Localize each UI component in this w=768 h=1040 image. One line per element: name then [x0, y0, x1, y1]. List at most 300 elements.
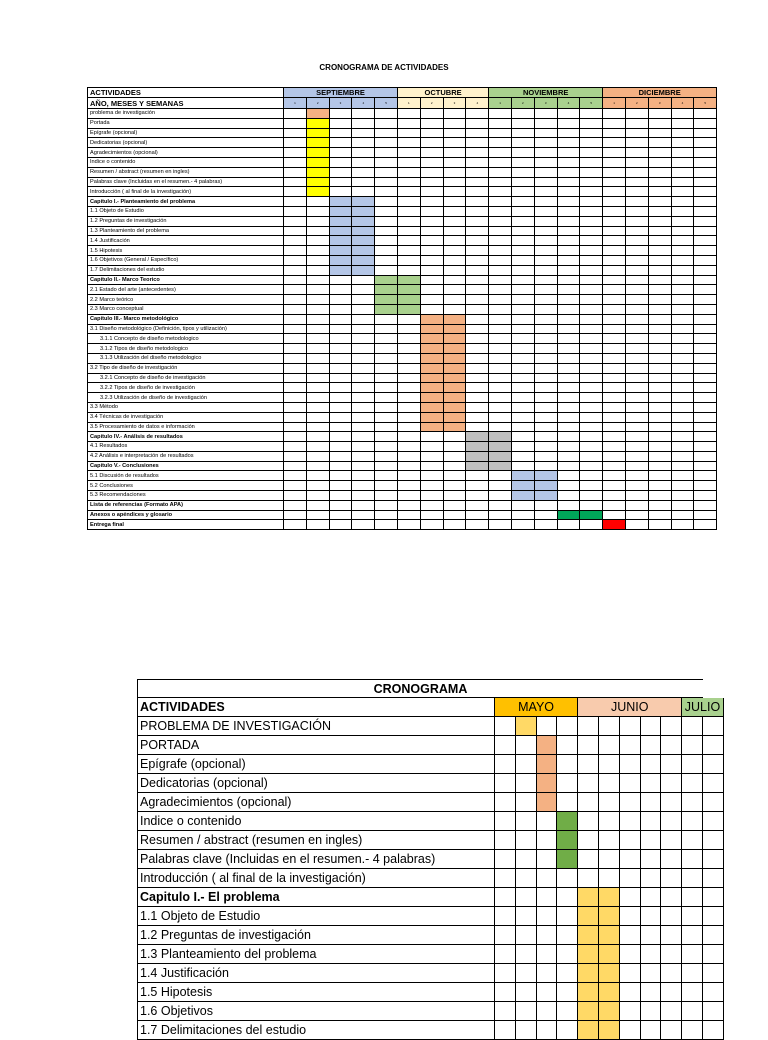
schedule-cell — [599, 812, 620, 831]
schedule-cell — [603, 295, 626, 305]
schedule-cell — [330, 276, 353, 286]
activity-label: 1.6 Objetivos — [137, 1002, 495, 1021]
table-row — [137, 831, 737, 850]
schedule-cell — [603, 197, 626, 207]
schedule-cell — [603, 481, 626, 491]
schedule-cell — [421, 109, 444, 119]
schedule-cell — [580, 393, 603, 403]
schedule-cell — [599, 926, 620, 945]
table-row — [137, 755, 737, 774]
month-header: MAYO — [495, 698, 578, 717]
schedule-cell — [466, 246, 489, 256]
schedule-cell — [330, 471, 353, 481]
schedule-cell — [330, 138, 353, 148]
schedule-cell — [535, 452, 558, 462]
schedule-cell — [580, 138, 603, 148]
schedule-cell — [421, 178, 444, 188]
schedule-cell — [330, 305, 353, 315]
schedule-cell — [284, 501, 307, 511]
schedule-cell — [398, 256, 421, 266]
schedule-cell — [694, 256, 717, 266]
schedule-cell — [603, 276, 626, 286]
schedule-cell — [375, 236, 398, 246]
schedule-cell — [489, 383, 512, 393]
schedule-cell — [489, 197, 512, 207]
schedule-cell — [421, 354, 444, 364]
schedule-cell — [580, 452, 603, 462]
schedule-cell — [512, 227, 535, 237]
activity-label: Anexos o apéndices y glosario — [87, 511, 284, 521]
schedule-cell — [466, 334, 489, 344]
schedule-cell — [558, 481, 581, 491]
schedule-cell — [672, 129, 695, 139]
schedule-cell — [284, 266, 307, 276]
table-row — [87, 148, 718, 158]
schedule-cell — [398, 501, 421, 511]
schedule-cell — [535, 187, 558, 197]
schedule-cell — [352, 432, 375, 442]
schedule-cell — [694, 227, 717, 237]
schedule-cell — [284, 197, 307, 207]
schedule-cell — [421, 315, 444, 325]
schedule-cell — [516, 717, 537, 736]
schedule-cell — [284, 168, 307, 178]
schedule-cell — [599, 831, 620, 850]
schedule-cell — [558, 315, 581, 325]
schedule-cell — [580, 129, 603, 139]
schedule-cell — [626, 285, 649, 295]
schedule-cell — [672, 413, 695, 423]
schedule-cell — [512, 511, 535, 521]
schedule-cell — [421, 383, 444, 393]
schedule-cell — [489, 109, 512, 119]
schedule-cell — [495, 964, 516, 983]
schedule-cell — [672, 520, 695, 530]
schedule-cell — [580, 520, 603, 530]
schedule-cell — [558, 119, 581, 129]
schedule-cell — [694, 334, 717, 344]
schedule-cell — [375, 413, 398, 423]
activity-label: 5.3 Recomendaciones — [87, 491, 284, 501]
schedule-cell — [466, 393, 489, 403]
schedule-cell — [444, 383, 467, 393]
schedule-cell — [599, 983, 620, 1002]
schedule-cell — [603, 423, 626, 433]
schedule-cell — [284, 119, 307, 129]
schedule-cell — [375, 442, 398, 452]
schedule-cell — [672, 403, 695, 413]
week-cell: 1 — [603, 98, 626, 109]
schedule-cell — [421, 432, 444, 442]
schedule-cell — [626, 109, 649, 119]
schedule-cell — [489, 158, 512, 168]
schedule-cell — [421, 266, 444, 276]
schedule-cell — [307, 256, 330, 266]
schedule-cell — [580, 168, 603, 178]
schedule-cell — [558, 393, 581, 403]
schedule-cell — [694, 236, 717, 246]
week-cell: 1 — [489, 98, 512, 109]
schedule-cell — [307, 295, 330, 305]
schedule-cell — [649, 520, 672, 530]
schedule-cell — [489, 501, 512, 511]
schedule-cell — [375, 138, 398, 148]
schedule-cell — [641, 1021, 662, 1040]
schedule-cell — [694, 383, 717, 393]
schedule-cell — [672, 187, 695, 197]
schedule-cell — [672, 109, 695, 119]
schedule-cell — [466, 462, 489, 472]
schedule-cell — [649, 276, 672, 286]
schedule-cell — [626, 432, 649, 442]
table2-title: CRONOGRAMA — [137, 679, 703, 698]
schedule-cell — [284, 178, 307, 188]
schedule-cell — [580, 511, 603, 521]
schedule-cell — [421, 119, 444, 129]
schedule-cell — [535, 285, 558, 295]
schedule-cell — [537, 888, 558, 907]
schedule-cell — [682, 964, 703, 983]
schedule-cell — [444, 256, 467, 266]
schedule-cell — [512, 236, 535, 246]
schedule-cell — [649, 119, 672, 129]
schedule-cell — [489, 276, 512, 286]
schedule-cell — [580, 236, 603, 246]
table1-header-row — [87, 87, 718, 98]
schedule-cell — [444, 148, 467, 158]
table-row — [87, 295, 718, 305]
schedule-cell — [580, 285, 603, 295]
schedule-cell — [603, 266, 626, 276]
activity-label: 1.4 Justificación — [137, 964, 495, 983]
schedule-cell — [620, 945, 641, 964]
schedule-cell — [352, 158, 375, 168]
schedule-cell — [421, 325, 444, 335]
schedule-cell — [466, 432, 489, 442]
schedule-cell — [466, 491, 489, 501]
schedule-cell — [558, 217, 581, 227]
schedule-cell — [352, 462, 375, 472]
schedule-cell — [307, 138, 330, 148]
schedule-cell — [307, 471, 330, 481]
schedule-cell — [603, 374, 626, 384]
schedule-cell — [398, 452, 421, 462]
activity-label: Capítulo V.- Conclusiones — [87, 462, 284, 472]
schedule-cell — [603, 452, 626, 462]
table-row — [87, 158, 718, 168]
schedule-cell — [672, 374, 695, 384]
schedule-cell — [672, 256, 695, 266]
schedule-cell — [284, 354, 307, 364]
schedule-cell — [330, 148, 353, 158]
schedule-cell — [694, 178, 717, 188]
schedule-cell — [489, 207, 512, 217]
schedule-cell — [307, 129, 330, 139]
schedule-cell — [603, 187, 626, 197]
schedule-cell — [330, 168, 353, 178]
activity-label: 3.2.2 Tipos de diseño de investigación — [87, 383, 284, 393]
schedule-cell — [375, 227, 398, 237]
schedule-cell — [421, 511, 444, 521]
schedule-cell — [580, 334, 603, 344]
schedule-cell — [672, 334, 695, 344]
schedule-cell — [672, 295, 695, 305]
schedule-cell — [512, 168, 535, 178]
schedule-cell — [649, 295, 672, 305]
schedule-cell — [694, 423, 717, 433]
schedule-cell — [512, 452, 535, 462]
schedule-cell — [535, 236, 558, 246]
schedule-cell — [489, 315, 512, 325]
schedule-cell — [466, 383, 489, 393]
schedule-cell — [580, 413, 603, 423]
schedule-cell — [512, 393, 535, 403]
schedule-cell — [703, 888, 724, 907]
schedule-cell — [535, 374, 558, 384]
schedule-cell — [444, 471, 467, 481]
schedule-cell — [444, 325, 467, 335]
schedule-cell — [512, 423, 535, 433]
schedule-cell — [444, 403, 467, 413]
schedule-cell — [466, 403, 489, 413]
activity-label: 3.3 Método — [87, 403, 284, 413]
schedule-cell — [535, 383, 558, 393]
schedule-cell — [489, 305, 512, 315]
schedule-cell — [558, 129, 581, 139]
schedule-cell — [558, 334, 581, 344]
schedule-cell — [694, 138, 717, 148]
schedule-cell — [284, 491, 307, 501]
table-row — [87, 236, 718, 246]
schedule-cell — [307, 325, 330, 335]
schedule-cell — [703, 964, 724, 983]
schedule-cell — [535, 158, 558, 168]
schedule-cell — [558, 442, 581, 452]
schedule-cell — [557, 888, 578, 907]
schedule-cell — [626, 276, 649, 286]
schedule-cell — [535, 178, 558, 188]
schedule-cell — [516, 755, 537, 774]
schedule-cell — [330, 325, 353, 335]
schedule-cell — [682, 945, 703, 964]
schedule-cell — [672, 217, 695, 227]
schedule-cell — [603, 217, 626, 227]
schedule-cell — [330, 236, 353, 246]
schedule-cell — [375, 315, 398, 325]
activity-label: 2.2 Marco teórico — [87, 295, 284, 305]
table-row — [137, 1002, 737, 1021]
schedule-cell — [626, 246, 649, 256]
schedule-cell — [330, 315, 353, 325]
schedule-cell — [603, 501, 626, 511]
schedule-cell — [703, 812, 724, 831]
schedule-cell — [649, 325, 672, 335]
schedule-cell — [398, 334, 421, 344]
schedule-cell — [330, 501, 353, 511]
schedule-cell — [421, 481, 444, 491]
schedule-cell — [672, 266, 695, 276]
schedule-cell — [558, 227, 581, 237]
schedule-cell — [489, 138, 512, 148]
schedule-cell — [516, 1002, 537, 1021]
schedule-cell — [603, 344, 626, 354]
schedule-cell — [694, 325, 717, 335]
schedule-cell — [466, 138, 489, 148]
schedule-cell — [398, 325, 421, 335]
schedule-cell — [307, 432, 330, 442]
activity-label: 3.2.1 Concepto de diseño de investigación — [87, 374, 284, 384]
schedule-cell — [620, 736, 641, 755]
schedule-cell — [466, 148, 489, 158]
schedule-cell — [641, 1002, 662, 1021]
week-cell: 5 — [580, 98, 603, 109]
schedule-cell — [626, 501, 649, 511]
schedule-cell — [535, 471, 558, 481]
schedule-cell — [444, 246, 467, 256]
schedule-cell — [694, 246, 717, 256]
schedule-cell — [703, 755, 724, 774]
schedule-cell — [672, 305, 695, 315]
schedule-cell — [603, 325, 626, 335]
activity-label: Capítulo III.- Marco metodológico — [87, 315, 284, 325]
schedule-cell — [516, 983, 537, 1002]
schedule-cell — [603, 129, 626, 139]
schedule-cell — [580, 187, 603, 197]
schedule-cell — [626, 413, 649, 423]
schedule-cell — [535, 129, 558, 139]
schedule-cell — [626, 374, 649, 384]
schedule-cell — [489, 227, 512, 237]
schedule-cell — [444, 442, 467, 452]
schedule-cell — [421, 246, 444, 256]
schedule-cell — [694, 501, 717, 511]
schedule-cell — [649, 246, 672, 256]
schedule-cell — [444, 334, 467, 344]
schedule-cell — [284, 158, 307, 168]
header-activities: ACTIVIDADES — [137, 698, 495, 717]
schedule-cell — [398, 305, 421, 315]
schedule-cell — [444, 501, 467, 511]
table-row — [87, 471, 718, 481]
schedule-cell — [512, 334, 535, 344]
schedule-cell — [352, 442, 375, 452]
schedule-cell — [284, 511, 307, 521]
schedule-cell — [626, 364, 649, 374]
schedule-cell — [649, 315, 672, 325]
schedule-cell — [682, 888, 703, 907]
schedule-cell — [703, 793, 724, 812]
schedule-cell — [444, 374, 467, 384]
schedule-cell — [694, 285, 717, 295]
schedule-cell — [661, 755, 682, 774]
schedule-cell — [352, 109, 375, 119]
schedule-cell — [626, 158, 649, 168]
table-row — [87, 178, 718, 188]
activity-label: 3.1.1 Concepto de diseño metodologico — [87, 334, 284, 344]
schedule-cell — [578, 1021, 599, 1040]
schedule-cell — [352, 119, 375, 129]
schedule-cell — [649, 138, 672, 148]
schedule-cell — [661, 869, 682, 888]
schedule-cell — [375, 148, 398, 158]
schedule-cell — [626, 442, 649, 452]
schedule-cell — [694, 276, 717, 286]
schedule-cell — [398, 119, 421, 129]
activity-label: 1.5 Hipotesis — [137, 983, 495, 1002]
schedule-cell — [672, 207, 695, 217]
schedule-cell — [694, 481, 717, 491]
schedule-cell — [375, 462, 398, 472]
schedule-cell — [489, 520, 512, 530]
schedule-cell — [649, 285, 672, 295]
schedule-cell — [580, 217, 603, 227]
schedule-cell — [535, 168, 558, 178]
schedule-cell — [489, 442, 512, 452]
schedule-cell — [603, 491, 626, 501]
schedule-cell — [444, 364, 467, 374]
schedule-cell — [375, 501, 398, 511]
schedule-cell — [307, 413, 330, 423]
schedule-cell — [330, 462, 353, 472]
schedule-cell — [516, 945, 537, 964]
table-row — [137, 888, 737, 907]
schedule-cell — [620, 717, 641, 736]
schedule-cell — [398, 462, 421, 472]
schedule-cell — [649, 413, 672, 423]
schedule-cell — [352, 168, 375, 178]
schedule-cell — [649, 432, 672, 442]
schedule-cell — [284, 442, 307, 452]
schedule-cell — [558, 374, 581, 384]
schedule-cell — [512, 364, 535, 374]
schedule-cell — [535, 227, 558, 237]
schedule-cell — [535, 501, 558, 511]
schedule-cell — [682, 907, 703, 926]
schedule-cell — [603, 462, 626, 472]
activity-label: Lista de referencias (Formato APA) — [87, 501, 284, 511]
schedule-cell — [557, 926, 578, 945]
schedule-cell — [599, 964, 620, 983]
schedule-cell — [682, 774, 703, 793]
schedule-cell — [580, 442, 603, 452]
schedule-cell — [578, 717, 599, 736]
schedule-cell — [284, 207, 307, 217]
schedule-cell — [375, 374, 398, 384]
schedule-cell — [352, 520, 375, 530]
schedule-cell — [352, 197, 375, 207]
schedule-table-2 — [137, 679, 737, 1037]
schedule-cell — [535, 256, 558, 266]
schedule-cell — [375, 256, 398, 266]
schedule-cell — [703, 869, 724, 888]
schedule-cell — [641, 793, 662, 812]
schedule-cell — [558, 246, 581, 256]
schedule-cell — [694, 207, 717, 217]
schedule-cell — [603, 511, 626, 521]
schedule-cell — [375, 276, 398, 286]
schedule-cell — [375, 178, 398, 188]
schedule-cell — [557, 736, 578, 755]
schedule-cell — [466, 256, 489, 266]
schedule-cell — [661, 831, 682, 850]
schedule-cell — [284, 393, 307, 403]
schedule-cell — [557, 1002, 578, 1021]
schedule-cell — [626, 393, 649, 403]
schedule-cell — [352, 452, 375, 462]
schedule-cell — [578, 812, 599, 831]
schedule-cell — [703, 717, 724, 736]
schedule-cell — [620, 888, 641, 907]
